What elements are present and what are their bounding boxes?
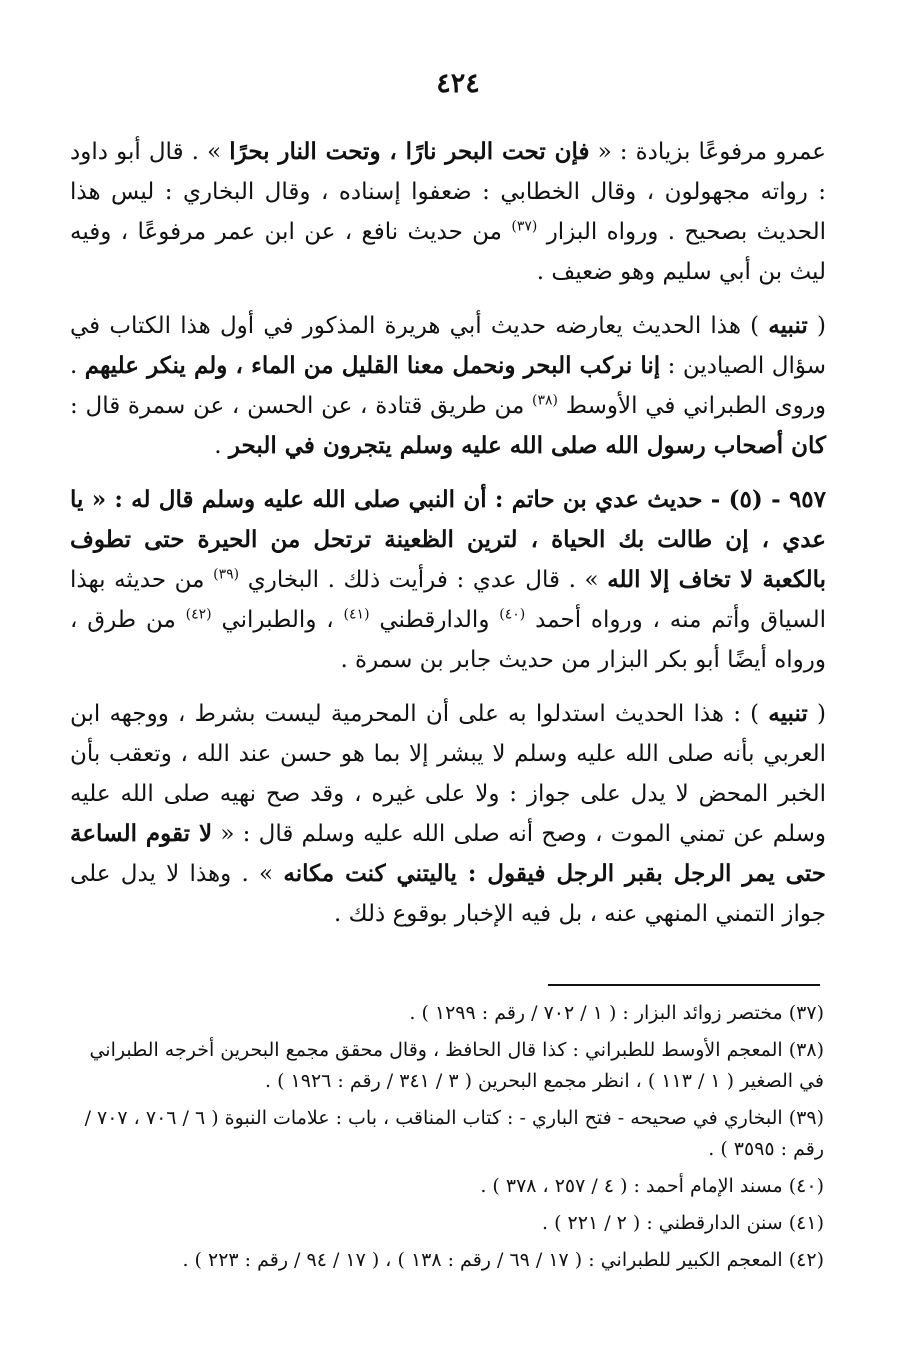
paragraph-note-2 [70,694,826,934]
bold-text-run: فإن تحت البحر نارًا ، وتحت النار بحرًا [229,138,590,165]
page-number: ٤٢٤ [436,68,480,99]
footnote-ref: (٣٩) [213,566,240,583]
bold-text-run: ٩٥٧ - (٥) - حديث عدي بن حاتم : أن النبي صلى الله عليه وسلم قال له : « يا عدي ، إن طالت بك الحياة ، لترين الظعينة ترتحل من الحيرة حتى تطوف بالكعبة لا تخاف إلا الله [70,486,826,593]
footnote-ref: (٤٠) [499,606,526,623]
text-run: من طرق ، ورواه أيضًا أبو بكر البزار من حديث جابر بن سمرة . [70,607,826,673]
text-run: » . وهذا لا يدل على جواز التمني المنهي عنه ، بل فيه الإخبار بوقوع ذلك . [70,861,826,927]
footnote-37: (٣٧) مختصر زوائد البزار : ( ١ / ٧٠٢ / رقم : ١٢٩٩ ) . [409,1002,824,1024]
text-run: » . قال عدي : فرأيت ذلك . البخاري [239,567,608,593]
footnote-41: (٤١) سنن الدارقطني : ( ٢ / ٢٢١ ) . [542,1212,824,1234]
text-run: من حديث نافع ، عن ابن عمر مرفوعًا ، وفيه ليث بن أبي سليم وهو ضعيف . [70,219,826,285]
footnote-40: (٤٠) مسند الإمام أحمد : ( ٤ / ٢٥٧ ، ٣٧٨ ) . [480,1175,824,1197]
paragraph-hadith-957 [70,480,826,680]
text-run: . وروى الطبراني في الأوسط [70,353,826,419]
text-run: من حديثه بهذا السياق وأتم منه ، ورواه أحمد [70,567,827,633]
text-run: والدارقطني [369,607,500,633]
text-run: ، والطبراني [211,607,344,633]
footnote-ref: (٤٢) [185,606,212,623]
footnote-38: (٣٨) المعجم الأوسط للطبراني : كذا قال الحافظ ، وقال محقق مجمع البحرين أخرجه الطبراني في الصغير ( ١ / ١١٣ ) ، انظر مجمع البحرين ( ٣ / ٣٤١ / رقم : ١٩٢٦ ) . [89,1039,824,1092]
text-run: ) : هذا الحديث استدلوا به على أن المحرمية ليست بشرط ، ووجهه ابن العربي بأنه صلى الله عليه وسلم لا يبشر إلا بما هو حسن عند الله ، وتعقب بأن الخبر المحض لا يدل على جواز : ولا على غيره ، وقد صح نهيه صلى الله عليه وسلم عن تمني الموت ، وصح أنه صلى الله عليه وسلم قال : « [70,701,826,847]
text-run: ) هذا الحديث يعارضه حديث أبي هريرة المذكور في أول هذا الكتاب في سؤال الصيادين : [70,313,826,379]
footnotes [64,998,824,1282]
bold-text-run: كان أصحاب رسول الله صلى الله عليه وسلم يتجرون في البحر [228,432,826,459]
text-run: » . قال أبو داود : رواته مجهولون ، وقال الخطابي : ضعفوا إسناده ، وقال البخاري : ليس هذا الحديث بصحيح . ورواه البزار [70,139,826,245]
footnote-ref: (٣٧) [511,218,538,235]
footnote-ref: (٣٨) [532,392,559,409]
paragraph-intro [70,132,826,292]
footnote-ref: (٤١) [343,606,370,623]
text-run: ( [807,313,826,339]
footnote-42: (٤٢) المعجم الكبير للطبراني : ( ١٧ / ٦٩ / رقم : ١٣٨ ) ، ( ١٧ / ٩٤ / رقم : ٢٢٣ ) . [182,1249,824,1271]
main-text [70,132,826,948]
footnote-39: (٣٩) البخاري في صحيحه - فتح الباري - : كتاب المناقب ، باب : علامات النبوة ( ٦ / ٧٠٦ ، ٧٠٧ / رقم : ٣٥٩٥ ) . [84,1107,824,1160]
text-run: عمرو مرفوعًا بزيادة : « [589,139,827,165]
bold-text-run: تنبيه [768,312,808,339]
bold-text-run: تنبيه [768,700,808,727]
text-run: . [214,433,229,459]
footnote-divider [548,984,820,986]
text-run: من طريق قتادة ، عن الحسن ، عن سمرة قال : [70,393,533,419]
bold-text-run: إنا نركب البحر ونحمل معنا القليل من الماء ، ولم ينكر عليهم [84,352,661,379]
paragraph-note-1 [70,306,826,466]
bold-text-run: لا تقوم الساعة حتى يمر الرجل بقبر الرجل فيقول : ياليتني كنت مكانه [70,820,826,887]
text-run: ( [807,701,826,727]
